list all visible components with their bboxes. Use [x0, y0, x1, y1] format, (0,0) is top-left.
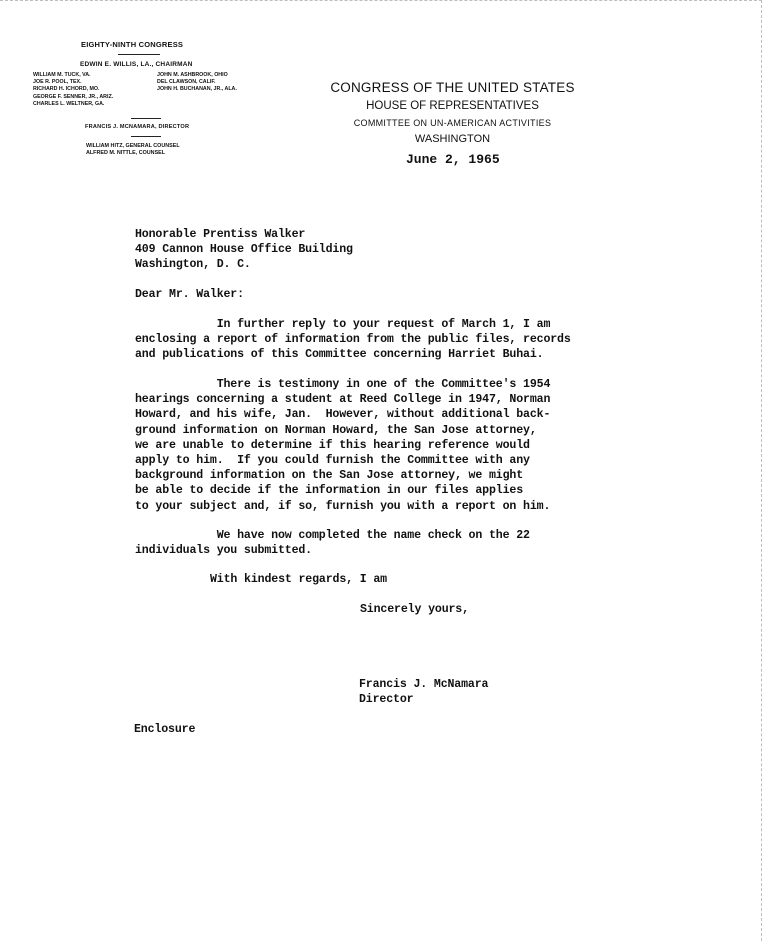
letter-date: June 2, 1965	[406, 152, 500, 167]
enclosure-note: Enclosure	[134, 723, 196, 736]
committee-heading: COMMITTEE ON UN-AMERICAN ACTIVITIES	[353, 118, 552, 128]
house-heading: HOUSE OF REPRESENTATIVES	[366, 100, 539, 112]
recipient-city: Washington, D. C.	[135, 258, 251, 271]
member-name: RICHARD H. ICHORD, MO.	[33, 86, 100, 93]
counsel-name: WILLIAM HITZ, GENERAL COUNSEL	[86, 143, 180, 149]
chairman-label: EDWIN E. WILLIS, LA., CHAIRMAN	[80, 61, 193, 68]
congress-label: EIGHTY-NINTH CONGRESS	[81, 40, 184, 49]
letterhead-rule	[131, 136, 161, 137]
counsel-list	[86, 143, 180, 157]
signer-title: Director	[359, 693, 414, 706]
director-label: FRANCIS J. MCNAMARA, DIRECTOR	[85, 124, 190, 130]
counsel-name: ALFRED M. NITTLE, COUNSEL	[86, 150, 166, 157]
body-paragraph-1: In further reply to your request of March 1, I am enclosing a report of information from the public files, records and publications of this Committee concerning Harriet Buhai.	[135, 318, 571, 362]
recipient-address: 409 Cannon House Office Building	[135, 243, 353, 256]
signer-name: Francis J. McNamara	[359, 678, 489, 691]
member-name: WILLIAM M. TUCK, VA.	[33, 72, 91, 78]
body-paragraph-3: We have now completed the name check on the 22 individuals you submitted.	[135, 529, 530, 558]
letterhead-rule	[118, 54, 160, 55]
sign-off: Sincerely yours,	[360, 603, 469, 616]
member-name: JOE R. POOL, TEX.	[33, 79, 82, 86]
closing-line: With kindest regards, I am	[210, 573, 387, 586]
committee-members-right	[157, 72, 237, 94]
committee-members-left	[33, 72, 113, 108]
body-paragraph-2: There is testimony in one of the Committee's 1954 hearings concerning a student at Reed College in 1947, Norman Howard, and his wife, Jan. However, without additional back- ground information on Norman Howard, the San Jose attorney, we are unable to determine if this hearing reference would apply to him. If you could furnish the Committee with any background information on the San Jose attorney, we might be able to decide if the information in our files applies to your subject and, if so, furnish you with a report on him.	[135, 378, 551, 513]
member-name: CHARLES L. WELTNER, GA.	[33, 100, 105, 107]
member-name: JOHN H. BUCHANAN, JR., ALA.	[157, 86, 237, 93]
member-name: DEL CLAWSON, CALIF.	[157, 79, 216, 86]
recipient-name: Honorable Prentiss Walker	[135, 228, 306, 241]
member-name: GEORGE F. SENNER, JR., ARIZ.	[33, 93, 114, 100]
salutation: Dear Mr. Walker:	[135, 288, 244, 301]
city-heading: WASHINGTON	[414, 133, 491, 145]
member-name: JOHN M. ASHBROOK, OHIO	[157, 72, 228, 78]
letterhead-rule	[131, 118, 161, 119]
congress-heading: CONGRESS OF THE UNITED STATES	[330, 80, 575, 95]
